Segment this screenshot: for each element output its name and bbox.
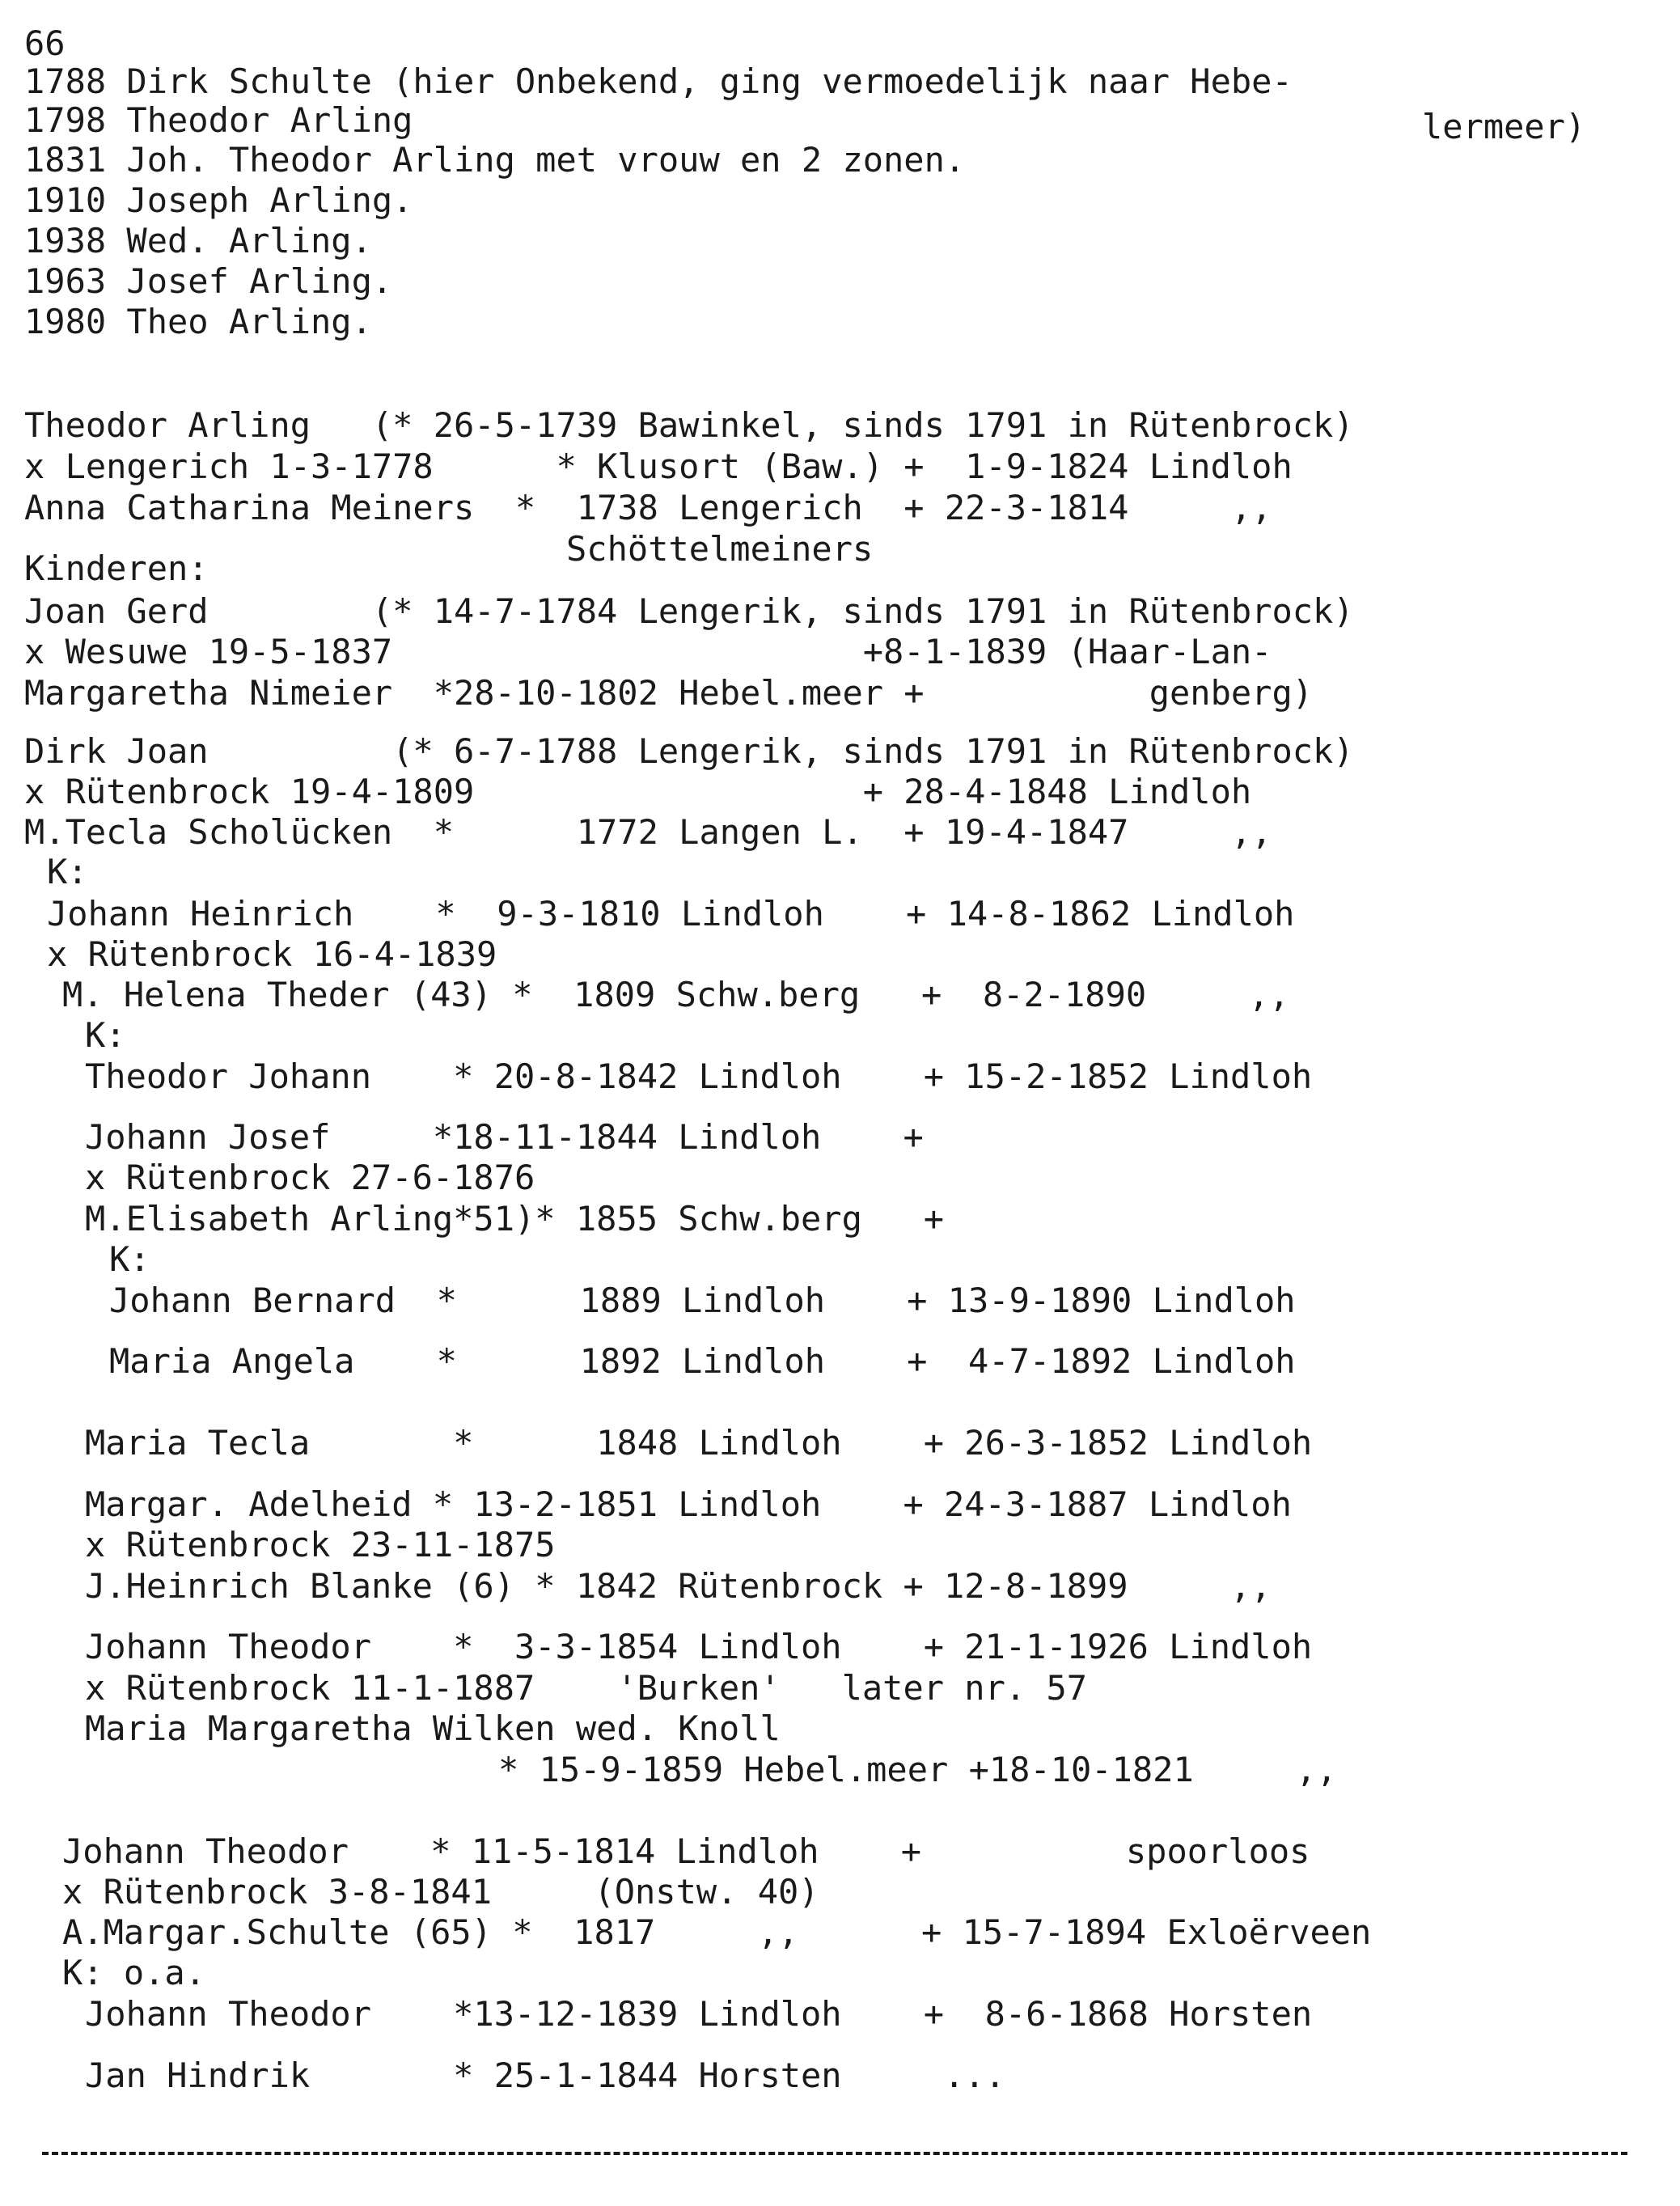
- genealogy-line: x Rütenbrock 11-1-1887 'Burken' later nr. 57: [85, 1668, 1088, 1708]
- genealogy-line: x Rütenbrock 27-6-1876: [85, 1158, 535, 1197]
- genealogy-line: Joan Gerd (* 14-7-1784 Lengerik, sinds 1791 in Rütenbrock): [24, 591, 1354, 631]
- genealogy-line: Margaretha Nimeier *28-10-1802 Hebel.meer + genberg): [24, 673, 1314, 713]
- genealogy-line: Johann Theodor *13-12-1839 Lindloh + 8-6-1868 Horsten: [85, 1994, 1313, 2034]
- occupant-line: 1963 Josef Arling.: [24, 261, 393, 301]
- occupant-line: 1910 Joseph Arling.: [24, 180, 413, 220]
- genealogy-line: M.Elisabeth Arling*51)* 1855 Schw.berg +: [85, 1199, 945, 1238]
- genealogy-line: x Wesuwe 19-5-1837 +8-1-1839 (Haar-Lan-: [24, 632, 1272, 671]
- genealogy-line: M. Helena Theder (43) * 1809 Schw.berg + 8-2-1890 ,,: [62, 975, 1290, 1014]
- genealogy-line: Kinderen:: [24, 548, 209, 588]
- genealogy-line: K:: [47, 852, 88, 891]
- genealogy-line: Maria Margaretha Wilken wed. Knoll: [85, 1708, 781, 1748]
- genealogy-line: Johann Josef *18-11-1844 Lindloh +: [85, 1117, 924, 1157]
- genealogy-line: M.Tecla Scholücken * 1772 Langen L. + 19-4-1847 ,,: [24, 812, 1272, 852]
- occupant-line: 1798 Theodor Arling: [24, 100, 413, 140]
- genealogy-line: Johann Heinrich * 9-3-1810 Lindloh + 14-8-1862 Lindloh: [47, 894, 1295, 934]
- genealogy-line: Margar. Adelheid * 13-2-1851 Lindloh + 24-3-1887 Lindloh: [85, 1484, 1292, 1524]
- genealogy-line: J.Heinrich Blanke (6) * 1842 Rütenbrock + 12-8-1899 ,,: [85, 1566, 1272, 1606]
- genealogy-line: A.Margar.Schulte (65) * 1817 ,, + 15-7-1894 Exloërveen: [62, 1912, 1372, 1952]
- occupant-line: 1938 Wed. Arling.: [24, 221, 372, 260]
- dashed-separator: [42, 2152, 1627, 2155]
- genealogy-line: Johann Theodor * 3-3-1854 Lindloh + 21-1-1926 Lindloh: [85, 1627, 1313, 1666]
- occupant-line: 1980 Theo Arling.: [24, 302, 372, 341]
- genealogy-line: Dirk Joan (* 6-7-1788 Lengerik, sinds 1791 in Rütenbrock): [24, 731, 1354, 771]
- genealogy-line: Schöttelmeiners: [566, 529, 874, 569]
- genealogy-line: x Rütenbrock 23-11-1875: [85, 1525, 556, 1565]
- genealogy-line: Anna Catharina Meiners * 1738 Lengerich + 22-3-1814 ,,: [24, 488, 1272, 527]
- genealogy-line: Johann Theodor * 11-5-1814 Lindloh + spoorloos: [62, 1831, 1310, 1871]
- genealogy-line: Johann Bernard * 1889 Lindloh + 13-9-1890 Lindloh: [109, 1281, 1296, 1320]
- genealogy-line: K:: [109, 1239, 150, 1279]
- genealogy-line: K:: [85, 1015, 126, 1055]
- genealogy-line: x Lengerich 1-3-1778 * Klusort (Baw.) + 1-9-1824 Lindloh: [24, 447, 1293, 486]
- genealogy-line: x Rütenbrock 16-4-1839: [47, 934, 497, 974]
- occupant-line: 1788 Dirk Schulte (hier Onbekend, ging vermoedelijk naar Hebe-: [24, 61, 1293, 101]
- occupant-line: 1831 Joh. Theodor Arling met vrouw en 2 zonen.: [24, 140, 966, 180]
- genealogy-line: Theodor Arling (* 26-5-1739 Bawinkel, sinds 1791 in Rütenbrock): [24, 405, 1354, 445]
- genealogy-line: Maria Angela * 1892 Lindloh + 4-7-1892 Lindloh: [109, 1341, 1296, 1381]
- occupant-line-continuation: lermeer): [1422, 107, 1586, 146]
- genealogy-line: x Rütenbrock 19-4-1809 + 28-4-1848 Lindloh: [24, 772, 1252, 811]
- genealogy-line: Jan Hindrik * 25-1-1844 Horsten ...: [85, 2056, 1005, 2095]
- genealogy-line: x Rütenbrock 3-8-1841 (Onstw. 40): [62, 1872, 819, 1912]
- page-number: 66: [24, 23, 66, 63]
- genealogy-line: * 15-9-1859 Hebel.meer +18-10-1821 ,,: [498, 1750, 1337, 1789]
- genealogy-line: Theodor Johann * 20-8-1842 Lindloh + 15-2-1852 Lindloh: [85, 1056, 1313, 1096]
- genealogy-line: K: o.a.: [62, 1953, 206, 1992]
- genealogy-line: Maria Tecla * 1848 Lindloh + 26-3-1852 Lindloh: [85, 1423, 1313, 1463]
